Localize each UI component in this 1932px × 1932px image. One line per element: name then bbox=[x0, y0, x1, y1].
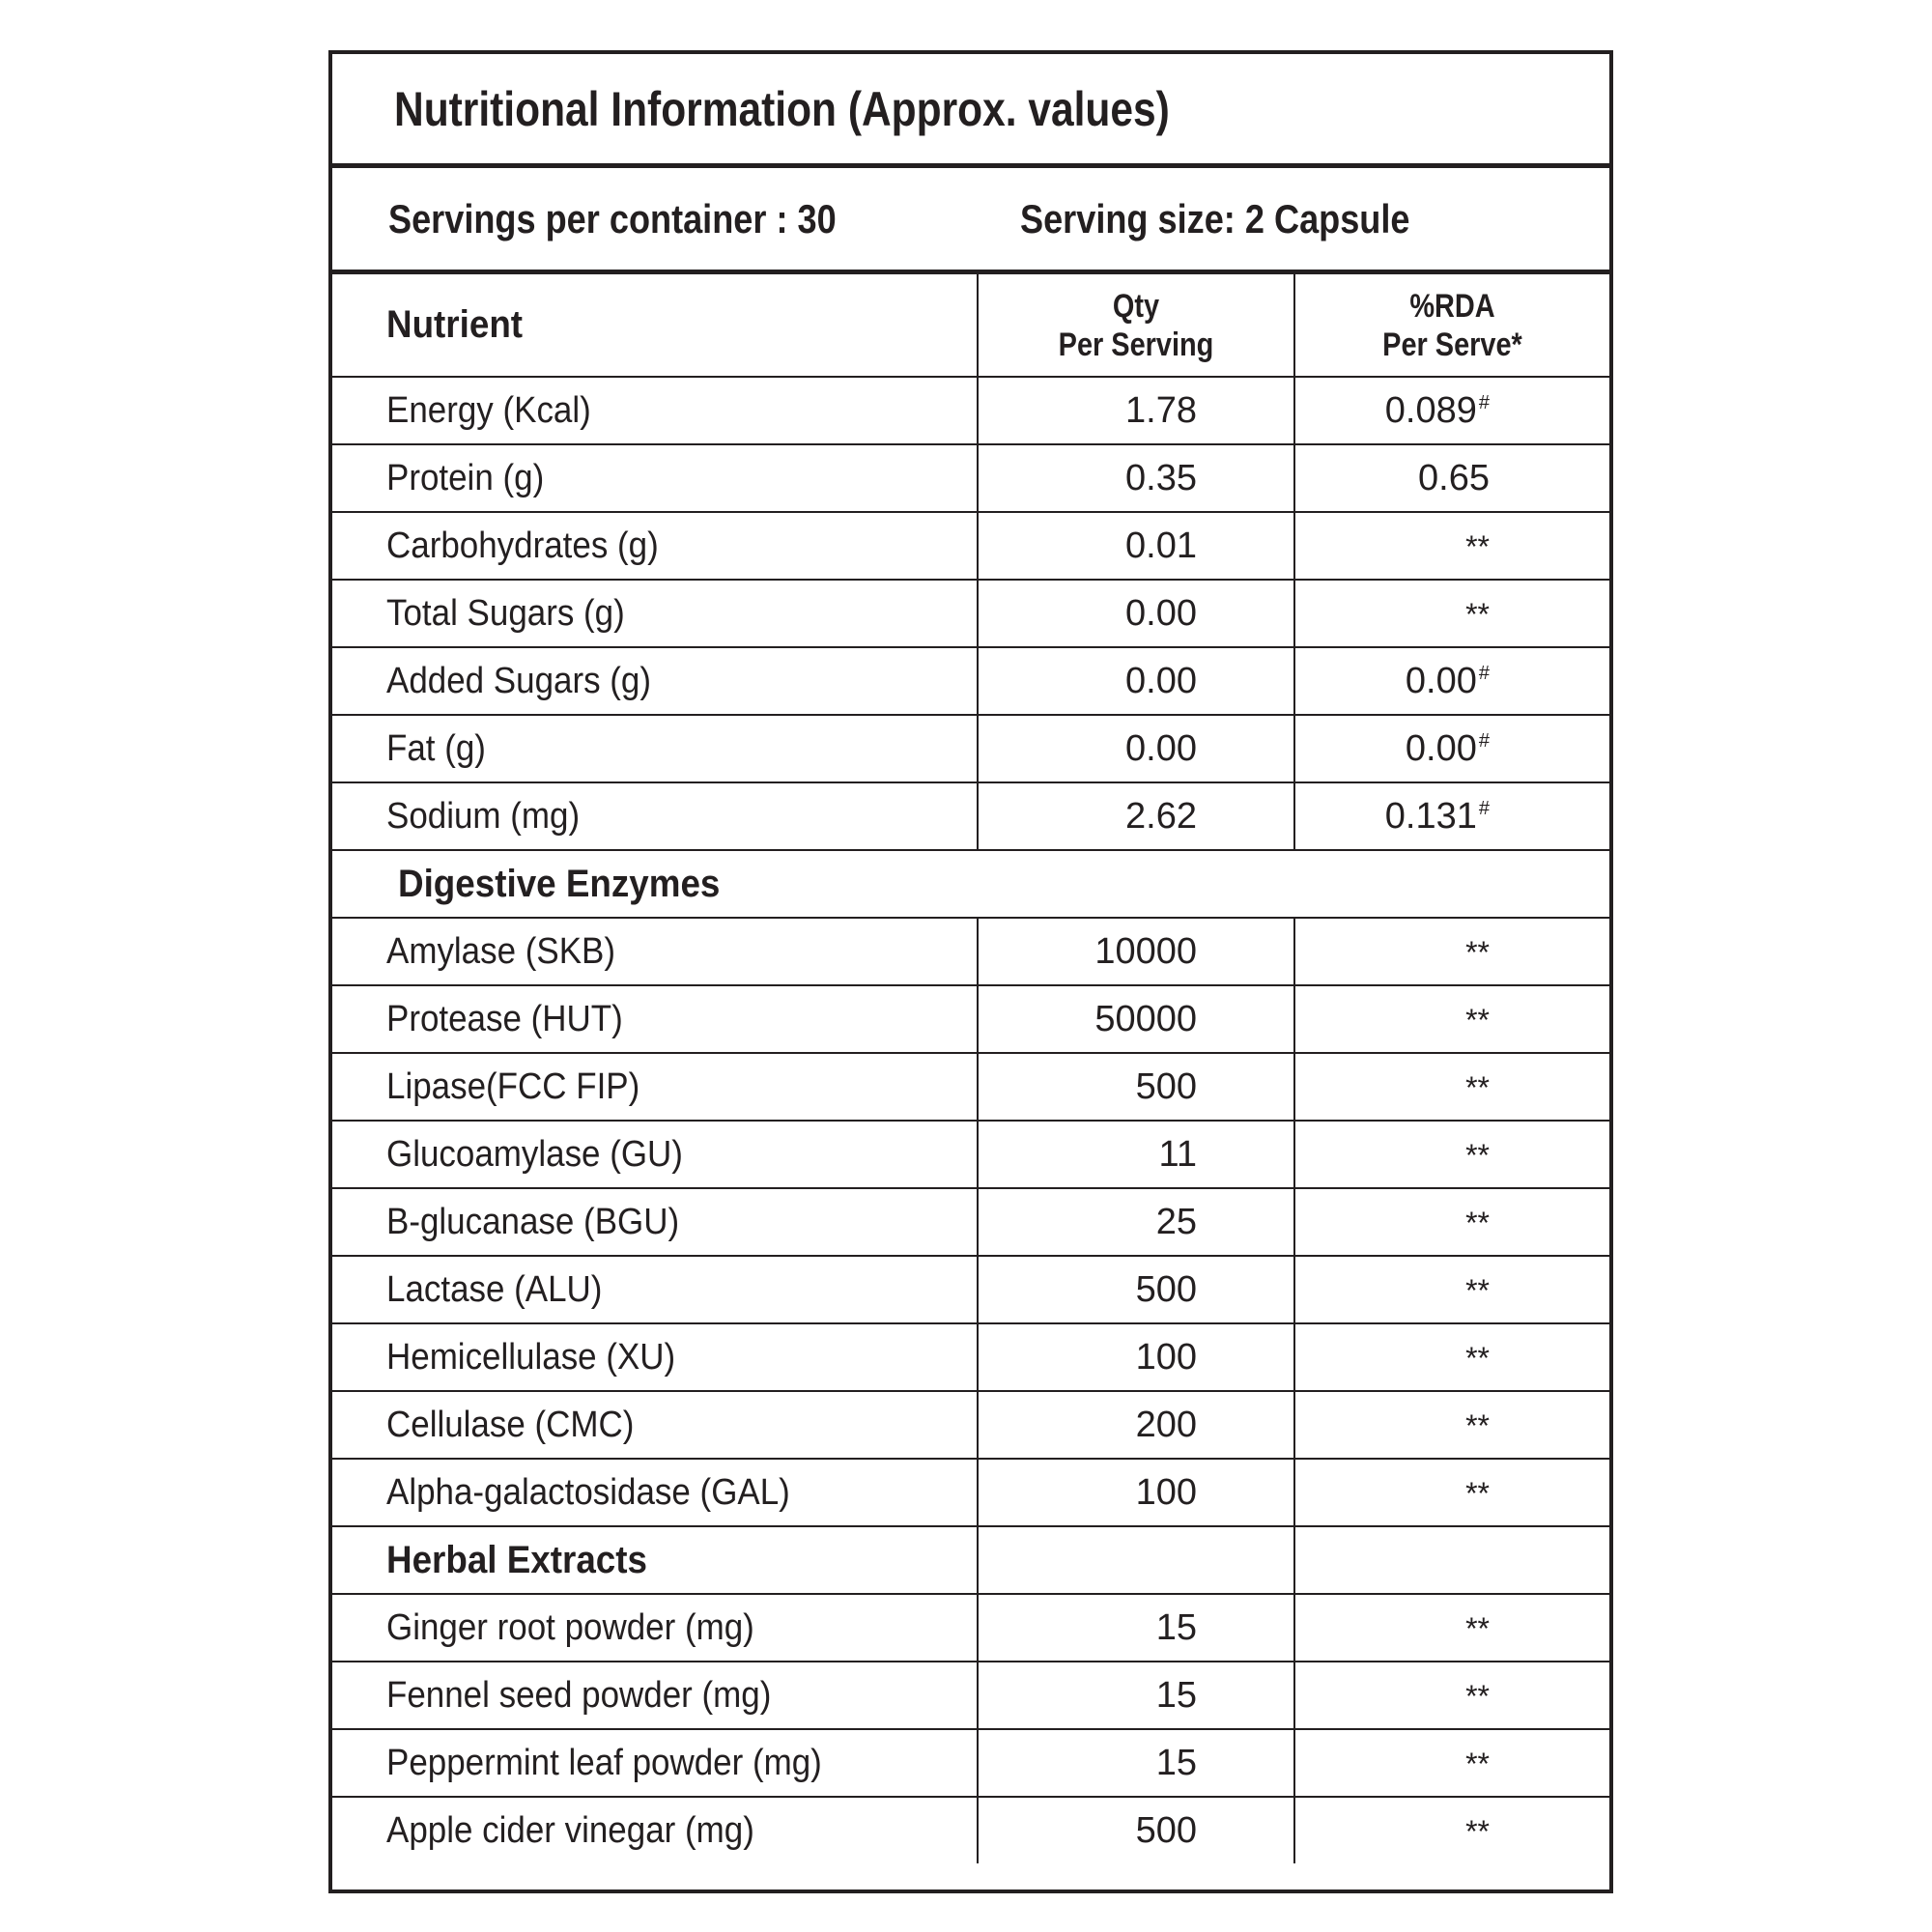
rda-value: ** bbox=[1294, 1053, 1609, 1121]
rda-value: ** bbox=[1294, 985, 1609, 1053]
nutrient-name: Hemicellulase (XU) bbox=[332, 1323, 978, 1391]
table-row bbox=[332, 715, 1609, 782]
table-row bbox=[332, 918, 1609, 985]
nutrition-label bbox=[328, 50, 1613, 1893]
section-digestive-enzymes-title: Digestive Enzymes bbox=[332, 850, 1609, 918]
serving-size: Serving size: 2 Capsule bbox=[1020, 195, 1410, 242]
qty-value: 500 bbox=[978, 1053, 1294, 1121]
table-row bbox=[332, 377, 1609, 444]
table-header-row bbox=[332, 274, 1609, 377]
empty-cell bbox=[978, 1526, 1294, 1594]
rda-value: ** bbox=[1294, 1391, 1609, 1459]
table-row bbox=[332, 580, 1609, 647]
footnote-mark: # bbox=[1478, 391, 1490, 413]
rda-value: 0.00 # bbox=[1294, 647, 1609, 715]
rda-value: ** bbox=[1294, 1797, 1609, 1863]
table-row bbox=[332, 1391, 1609, 1459]
table-row bbox=[332, 1729, 1609, 1797]
table-row bbox=[332, 1459, 1609, 1526]
nutrient-table bbox=[332, 274, 1609, 1863]
rda-value: ** bbox=[1294, 1594, 1609, 1662]
title-box bbox=[332, 54, 1609, 168]
nutrient-name: B-glucanase (BGU) bbox=[332, 1188, 978, 1256]
rda-value: ** bbox=[1294, 918, 1609, 985]
footnote-mark: # bbox=[1478, 662, 1490, 684]
qty-value: 500 bbox=[978, 1256, 1294, 1323]
rda-value: ** bbox=[1294, 1662, 1609, 1729]
rda-value: 0.089 # bbox=[1294, 377, 1609, 444]
footnote-mark: # bbox=[1478, 797, 1490, 819]
nutrient-name: Fennel seed powder (mg) bbox=[332, 1662, 978, 1729]
nutrient-name: Ginger root powder (mg) bbox=[332, 1594, 978, 1662]
qty-value: 15 bbox=[978, 1594, 1294, 1662]
rda-value: ** bbox=[1294, 1188, 1609, 1256]
section-herbal-extracts bbox=[332, 1526, 1609, 1594]
nutrient-name: Alpha-galactosidase (GAL) bbox=[332, 1459, 978, 1526]
nutrient-name: Total Sugars (g) bbox=[332, 580, 978, 647]
table-row bbox=[332, 1256, 1609, 1323]
nutrient-name: Added Sugars (g) bbox=[332, 647, 978, 715]
qty-value: 50000 bbox=[978, 985, 1294, 1053]
rda-value: ** bbox=[1294, 1256, 1609, 1323]
rda-value: ** bbox=[1294, 512, 1609, 580]
qty-value: 0.00 bbox=[978, 715, 1294, 782]
table-row bbox=[332, 782, 1609, 850]
table-row bbox=[332, 1121, 1609, 1188]
qty-value: 200 bbox=[978, 1391, 1294, 1459]
rda-value: 0.131 # bbox=[1294, 782, 1609, 850]
rda-value: ** bbox=[1294, 1121, 1609, 1188]
nutrient-name: Carbohydrates (g) bbox=[332, 512, 978, 580]
table-row bbox=[332, 512, 1609, 580]
nutrient-name: Lipase(FCC FIP) bbox=[332, 1053, 978, 1121]
nutrient-name: Amylase (SKB) bbox=[332, 918, 978, 985]
rda-value: ** bbox=[1294, 1323, 1609, 1391]
nutrient-name: Protein (g) bbox=[332, 444, 978, 512]
qty-value: 0.00 bbox=[978, 580, 1294, 647]
header-nutrient: Nutrient bbox=[332, 274, 978, 377]
qty-value: 500 bbox=[978, 1797, 1294, 1863]
nutrient-name: Lactase (ALU) bbox=[332, 1256, 978, 1323]
qty-value: 100 bbox=[978, 1459, 1294, 1526]
nutrient-name: Sodium (mg) bbox=[332, 782, 978, 850]
rda-value: 0.00 # bbox=[1294, 715, 1609, 782]
table-row bbox=[332, 1594, 1609, 1662]
qty-value: 0.01 bbox=[978, 512, 1294, 580]
header-rda: %RDA Per Serve* bbox=[1294, 274, 1609, 377]
footnote-mark: # bbox=[1478, 729, 1490, 752]
table-row bbox=[332, 647, 1609, 715]
table-row bbox=[332, 444, 1609, 512]
rda-value: ** bbox=[1294, 1459, 1609, 1526]
table-row bbox=[332, 1323, 1609, 1391]
nutrient-name: Protease (HUT) bbox=[332, 985, 978, 1053]
servings-per-container: Servings per container : 30 bbox=[388, 195, 837, 242]
qty-value: 10000 bbox=[978, 918, 1294, 985]
qty-value: 1.78 bbox=[978, 377, 1294, 444]
section-herbal-extracts-title: Herbal Extracts bbox=[332, 1526, 978, 1594]
qty-value: 15 bbox=[978, 1729, 1294, 1797]
nutrient-name: Energy (Kcal) bbox=[332, 377, 978, 444]
section-digestive-enzymes bbox=[332, 850, 1609, 918]
rda-value: ** bbox=[1294, 580, 1609, 647]
qty-value: 11 bbox=[978, 1121, 1294, 1188]
serving-info bbox=[332, 168, 1609, 274]
qty-value: 2.62 bbox=[978, 782, 1294, 850]
nutrient-name: Peppermint leaf powder (mg) bbox=[332, 1729, 978, 1797]
table-row bbox=[332, 1053, 1609, 1121]
table-row bbox=[332, 1662, 1609, 1729]
nutrient-name: Apple cider vinegar (mg) bbox=[332, 1797, 978, 1863]
nutrient-name: Glucoamylase (GU) bbox=[332, 1121, 978, 1188]
qty-value: 15 bbox=[978, 1662, 1294, 1729]
label-title: Nutritional Information (Approx. values) bbox=[394, 81, 1170, 136]
empty-cell bbox=[1294, 1526, 1609, 1594]
header-qty: Qty Per Serving bbox=[978, 274, 1294, 377]
qty-value: 100 bbox=[978, 1323, 1294, 1391]
qty-value: 25 bbox=[978, 1188, 1294, 1256]
qty-value: 0.35 bbox=[978, 444, 1294, 512]
rda-value: ** bbox=[1294, 1729, 1609, 1797]
nutrient-name: Cellulase (CMC) bbox=[332, 1391, 978, 1459]
qty-value: 0.00 bbox=[978, 647, 1294, 715]
table-row bbox=[332, 1797, 1609, 1863]
rda-value: 0.65 bbox=[1294, 444, 1609, 512]
nutrient-name: Fat (g) bbox=[332, 715, 978, 782]
table-row bbox=[332, 1188, 1609, 1256]
table-row bbox=[332, 985, 1609, 1053]
